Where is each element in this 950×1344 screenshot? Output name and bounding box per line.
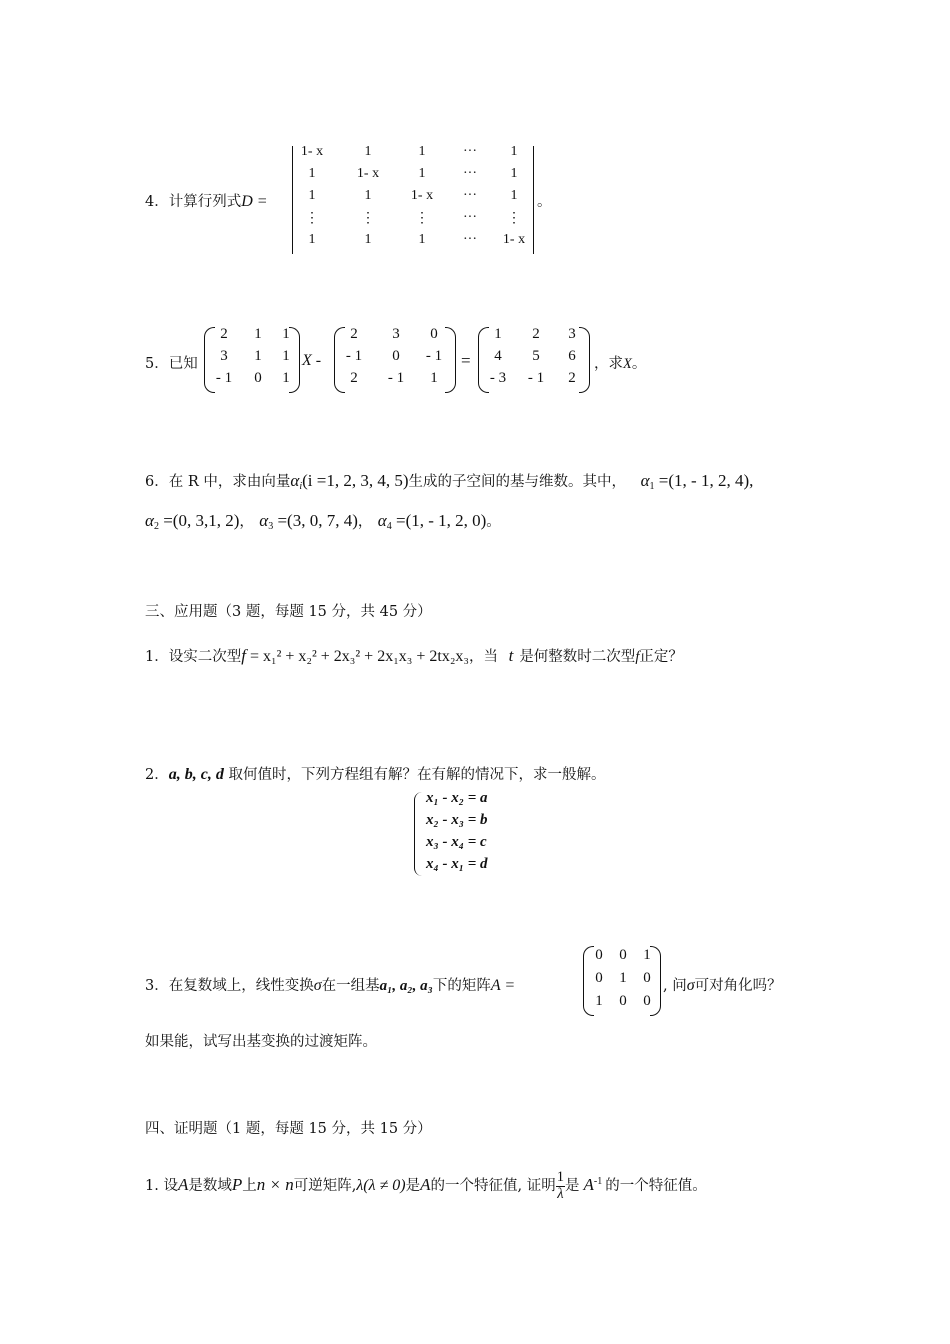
problem-4-prefix: 4．计算行列式	[145, 194, 242, 210]
det-cell-2-1: 1	[308, 166, 316, 181]
problem-6-end: 。	[486, 514, 501, 530]
sep-1: ，	[239, 514, 254, 530]
s4q1-Ainv: A	[583, 1175, 594, 1194]
det-cell-5-5: 1- x	[502, 232, 526, 247]
s4q1-t5: 的一个特征值, 证明	[430, 1178, 556, 1194]
det-cell-4-5: ⋮	[507, 211, 521, 226]
problem-4	[145, 190, 268, 211]
alpha-4	[378, 511, 487, 530]
left-brace	[414, 792, 423, 876]
problem-5-suffix	[594, 352, 646, 373]
matrix-a-cell-1-3: 1	[282, 326, 290, 342]
det-cell-2-3: 1	[418, 166, 426, 181]
s4q1-inverse-sup: -1	[593, 1176, 603, 1187]
matrix-q3-cell-2-2: 1	[619, 970, 627, 986]
q3-mid3: , 问	[663, 978, 687, 994]
matrix-a-cell-1-2: 1	[254, 326, 262, 342]
det-cell-3-5: 1	[510, 188, 518, 203]
equation-row-3: x₃ - x₄ = c	[426, 834, 487, 850]
s4q1-lambda: λ(λ ≠ 0)	[356, 1177, 406, 1194]
det-cell-1-1: 1- x	[300, 144, 324, 159]
alpha-2-value: (0, 3,1, 2)	[172, 511, 240, 530]
q3-a-eq: A =	[490, 977, 516, 994]
matrix-q3-cell-3-1: 1	[595, 993, 603, 1009]
det-cell-3-2: 1	[364, 188, 372, 203]
q3-prefix: 3．在复数域上，线性变换	[145, 978, 314, 994]
det-cell-2-4: ···	[463, 166, 477, 181]
determinant-lhs: D =	[241, 193, 268, 210]
alpha-1-symbol: α	[640, 471, 650, 490]
matrix-c-cell-2-3: 6	[568, 348, 576, 364]
q3-basis: a₁, a₂, a₃	[379, 978, 433, 994]
matrix-c-cell-3-3: 2	[568, 370, 576, 386]
x-minus: X -	[302, 352, 322, 369]
alpha-symbol: α	[290, 471, 300, 490]
matrix-c-cell-3-1: - 3	[489, 370, 507, 386]
matrix-a-cell-3-3: 1	[282, 370, 290, 386]
section-3-q3-tail	[663, 974, 782, 995]
matrix-c-cell-2-1: 4	[494, 348, 502, 364]
problem-6-mid: 生成的子空间的基与维数。其中，	[408, 474, 626, 490]
problem-4-suffix: 。	[537, 194, 552, 210]
det-cell-4-1: ⋮	[305, 211, 319, 226]
unknown-x: X	[623, 356, 632, 372]
matrix-c-cell-2-2: 5	[532, 348, 540, 364]
sep-2: ，	[357, 514, 373, 530]
det-cell-2-5: 1	[510, 166, 518, 181]
det-cell-4-3: ⋮	[415, 211, 429, 226]
alpha-4-eq: =	[391, 511, 406, 530]
alpha-1	[641, 471, 754, 490]
matrix-a-cell-2-1: 3	[220, 348, 228, 364]
problem-6-line2	[145, 510, 501, 532]
q1-f: f	[241, 646, 246, 665]
matrix-q3-cell-2-1: 0	[595, 970, 603, 986]
equation-row-2: x₂ - x₃ = b	[426, 812, 488, 828]
matrix-q3-cell-3-2: 0	[619, 993, 627, 1009]
alpha-3-symbol: α	[259, 511, 269, 530]
section-4-heading: 四、证明题（1 题，每题 15 分，共 15 分）	[145, 1121, 432, 1137]
q1-t: t	[508, 646, 514, 665]
matrix-b-cell-2-1: - 1	[345, 348, 363, 364]
q2-vars: a, b, c, d	[168, 766, 224, 783]
matrix-B	[334, 327, 456, 393]
q3-sigma: σ	[313, 977, 322, 994]
alpha-2-symbol: α	[145, 511, 154, 530]
det-cell-4-4: ···	[463, 210, 477, 225]
s4q1-t4: 是	[405, 1178, 421, 1194]
alpha-4-symbol: α	[377, 511, 387, 530]
equation-row-4: x₄ - x₁ = d	[426, 856, 488, 872]
matrix-q3-cell-1-1: 0	[595, 947, 603, 963]
section-3-q3-line2: 如果能，试写出基变换的过渡矩阵。	[145, 1034, 377, 1050]
matrix-c-cell-1-2: 2	[532, 326, 540, 342]
s4q1-A2: A	[420, 1175, 431, 1194]
q2-text: 取何值时，下列方程组有解？在有解的情况下，求一般解。	[228, 767, 606, 783]
det-cell-2-2: 1- x	[356, 166, 380, 181]
matrix-c-cell-3-2: - 1	[527, 370, 545, 386]
det-cell-3-1: 1	[308, 188, 316, 203]
s4q1-P: P	[231, 1175, 243, 1194]
matrix-a-cell-2-2: 1	[254, 348, 262, 364]
alpha-4-value: (1, - 1, 2, 0)	[405, 511, 487, 530]
frac-numerator: 1	[556, 1169, 564, 1186]
matrix-C	[478, 327, 590, 393]
problem-5-prefix: 5．已知	[145, 356, 198, 372]
matrix-a-cell-3-1: - 1	[215, 370, 233, 386]
equation-system	[414, 788, 554, 880]
matrix-a-cell-3-2: 0	[254, 370, 262, 386]
s4q1-t6: 是	[564, 1178, 580, 1194]
determinant-matrix	[292, 146, 534, 254]
q3-mid2: 下的矩阵	[432, 978, 491, 994]
alpha-2-sub: 2	[153, 521, 159, 532]
det-cell-3-4: ···	[463, 188, 477, 203]
matrix-b-cell-1-1: 2	[350, 326, 358, 342]
matrix-b-cell-2-3: - 1	[425, 348, 443, 364]
q1-prefix: 1．设实二次型	[145, 649, 242, 665]
matrix-b-cell-1-2: 3	[392, 326, 400, 342]
matrix-b-cell-3-2: - 1	[387, 370, 405, 386]
q2-prefix: 2．	[145, 767, 169, 783]
section-3-q1	[145, 645, 683, 666]
q1-f2: f	[635, 649, 640, 665]
s4q1-A: A	[177, 1175, 189, 1194]
matrix-b-cell-3-1: 2	[350, 370, 358, 386]
q3-end: 可对角化吗？	[694, 978, 782, 994]
matrix-A	[204, 327, 300, 393]
one-over-lambda	[556, 1170, 565, 1201]
quadratic-form: = x₁² + x₂² + 2x₃² + 2x₁x₃ + 2tx₂x₃	[245, 648, 469, 665]
alpha-1-sub: 1	[649, 481, 655, 492]
alpha-1-eq: =	[654, 471, 669, 490]
matrix-q3-cell-2-3: 0	[643, 970, 651, 986]
det-cell-1-2: 1	[364, 144, 372, 159]
section-3-q2	[145, 763, 605, 784]
det-cell-5-4: ···	[463, 232, 477, 247]
det-cell-4-2: ⋮	[361, 211, 375, 226]
index-set: (i =1, 2, 3, 4, 5)	[302, 471, 409, 490]
matrix-q3-cell-1-2: 0	[619, 947, 627, 963]
matrix-c-cell-1-3: 3	[568, 326, 576, 342]
frac-denominator: λ	[557, 1185, 564, 1202]
matrix-q3	[583, 946, 661, 1016]
section-4-q1	[145, 1162, 707, 1206]
det-cell-5-3: 1	[418, 232, 426, 247]
s4q1-t7: 的一个特征值。	[605, 1178, 707, 1194]
alpha-4-sub: 4	[386, 521, 392, 532]
problem-6-line1	[145, 470, 753, 492]
problem-6-text: 6．在 R 中，求由向量	[145, 474, 291, 490]
det-cell-1-3: 1	[418, 144, 426, 159]
alpha-3-value: (3, 0, 7, 4)	[287, 511, 358, 530]
section-3-q3	[145, 974, 515, 995]
matrix-a-cell-1-1: 2	[220, 326, 228, 342]
s4q1-prefix: 1. 设	[145, 1178, 178, 1194]
alpha-2	[145, 511, 239, 530]
equation-row-1: x₁ - x₂ = a	[426, 790, 488, 806]
q1-suffix: 是何整数时二次型	[519, 649, 636, 665]
q3-sigma2: σ	[686, 977, 695, 994]
det-cell-5-2: 1	[364, 232, 372, 247]
s4q1-nxn: n × n	[256, 1175, 294, 1194]
det-cell-5-1: 1	[308, 232, 316, 247]
matrix-q3-cell-1-3: 1	[643, 947, 651, 963]
matrix-c-cell-1-1: 1	[494, 326, 502, 342]
s4q1-t2: 上	[242, 1178, 257, 1194]
matrix-b-cell-1-3: 0	[430, 326, 438, 342]
alpha-i	[290, 471, 302, 490]
alpha-i-subscript: i	[299, 481, 303, 492]
q1-end: 正定？	[639, 649, 683, 665]
matrix-a-cell-2-3: 1	[282, 348, 290, 364]
problem-5-end: 。	[631, 356, 647, 372]
equals-sign: =	[461, 351, 471, 370]
q1-mid: ，当	[468, 649, 498, 665]
det-cell-1-5: 1	[510, 144, 518, 159]
det-cell-1-4: ···	[463, 144, 477, 159]
problem-5-ask: ，求	[594, 356, 623, 372]
q3-mid1: 在一组基	[321, 978, 380, 994]
matrix-b-cell-3-3: 1	[430, 370, 438, 386]
alpha-3-eq: =	[273, 511, 288, 530]
alpha-3-sub: 3	[268, 521, 274, 532]
det-cell-3-3: 1- x	[410, 188, 434, 203]
alpha-1-value: (1, - 1, 2, 4),	[668, 471, 754, 490]
s4q1-t3: 可逆矩阵,	[293, 1178, 357, 1194]
matrix-b-cell-2-2: 0	[392, 348, 400, 364]
alpha-2-eq: =	[158, 511, 173, 530]
alpha-3	[259, 511, 358, 530]
matrix-q3-cell-3-3: 0	[643, 993, 651, 1009]
section-3-heading: 三、应用题（3 题，每题 15 分，共 45 分）	[145, 604, 432, 620]
s4q1-t1: 是数域	[188, 1178, 232, 1194]
